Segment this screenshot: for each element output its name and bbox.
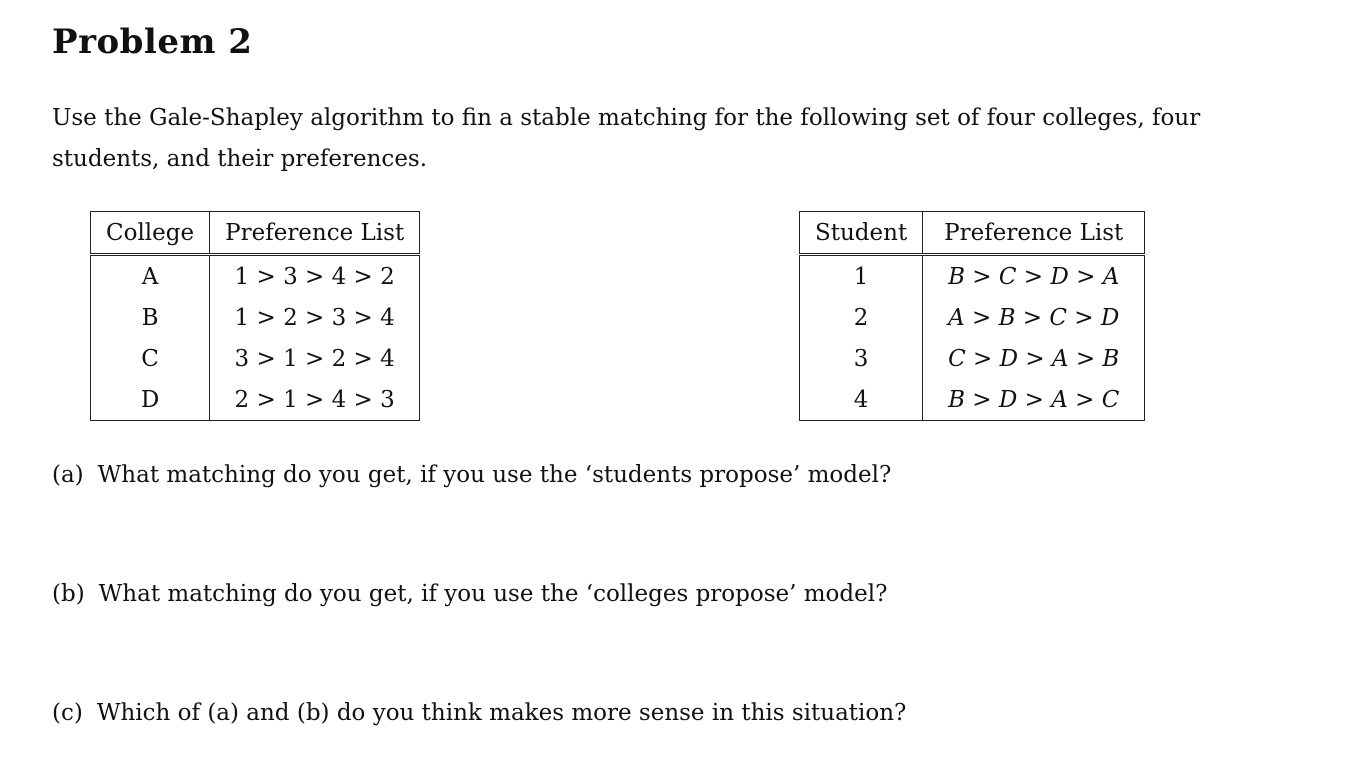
question-label: (b)	[52, 581, 85, 607]
table-row	[800, 297, 1145, 338]
column-header-preference-list: Preference List	[923, 212, 1145, 255]
question-text: What matching do you get, if you use the ‘students propose’ model?	[97, 462, 892, 488]
student-preference-table	[799, 211, 1145, 421]
student-name: 2	[800, 297, 923, 338]
column-header-student: Student	[800, 212, 923, 255]
college-preference-table	[90, 211, 420, 421]
college-name: C	[91, 338, 210, 379]
question-label: (c)	[52, 700, 83, 726]
question-text: Which of (a) and (b) do you think makes more sense in this situation?	[96, 700, 907, 726]
table-header-row	[800, 212, 1145, 255]
student-name: 1	[800, 255, 923, 298]
student-preferences: B > D > A > C	[923, 379, 1145, 421]
table-row	[800, 255, 1145, 298]
student-name: 3	[800, 338, 923, 379]
table-row	[800, 379, 1145, 421]
table-row	[91, 297, 420, 338]
college-preferences: 1 > 3 > 4 > 2	[210, 255, 420, 298]
college-preferences: 1 > 2 > 3 > 4	[210, 297, 420, 338]
student-preferences: A > B > C > D	[923, 297, 1145, 338]
column-header-college: College	[91, 212, 210, 255]
question-c	[52, 700, 906, 726]
problem-title: Problem 2	[52, 22, 253, 62]
college-preferences: 3 > 1 > 2 > 4	[210, 338, 420, 379]
problem-statement: Use the Gale-Shapley algorithm to fin a stable matching for the following set of four colleges, four students, and their preferences.	[52, 105, 1201, 172]
student-preferences: B > C > D > A	[923, 255, 1145, 298]
college-preferences: 2 > 1 > 4 > 3	[210, 379, 420, 421]
question-label: (a)	[52, 462, 84, 488]
column-header-preference-list: Preference List	[210, 212, 420, 255]
table-row	[91, 255, 420, 298]
student-name: 4	[800, 379, 923, 421]
table-row	[91, 379, 420, 421]
table-header-row	[91, 212, 420, 255]
college-name: B	[91, 297, 210, 338]
question-text: What matching do you get, if you use the ‘colleges propose’ model?	[98, 581, 888, 607]
college-name: D	[91, 379, 210, 421]
question-b	[52, 581, 887, 607]
college-name: A	[91, 255, 210, 298]
table-row	[91, 338, 420, 379]
student-preferences: C > D > A > B	[923, 338, 1145, 379]
table-row	[800, 338, 1145, 379]
question-a	[52, 462, 891, 488]
